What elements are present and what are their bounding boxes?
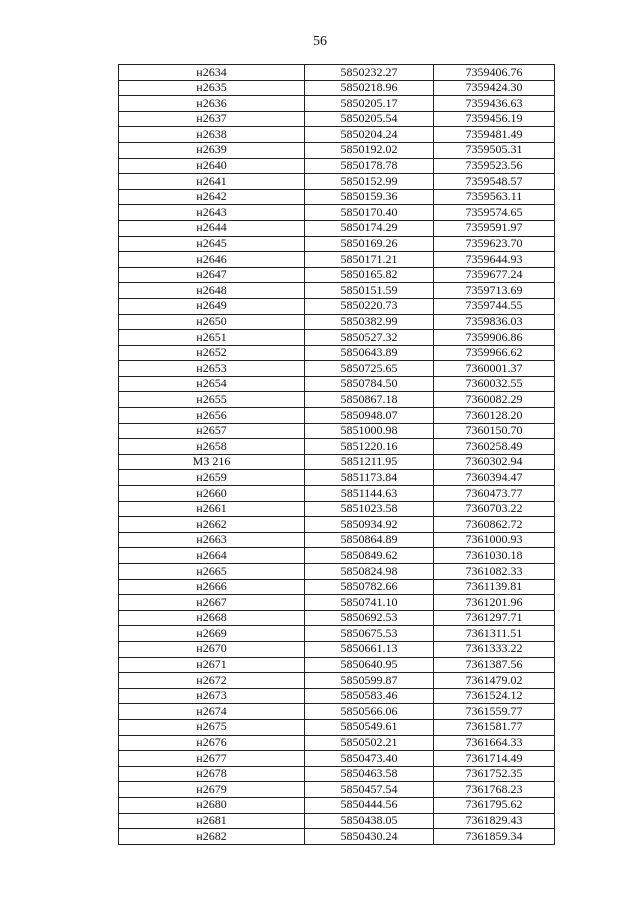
y-coordinate-cell: 7361297.71 [434,610,555,626]
table-row [119,641,555,657]
point-name-cell: н2680 [119,797,305,813]
point-name-cell: н2677 [119,751,305,767]
table-row [119,142,555,158]
y-coordinate-cell: 7360128.20 [434,408,555,424]
point-name-cell: н2654 [119,376,305,392]
table-row [119,735,555,751]
point-name-cell: н2673 [119,688,305,704]
y-coordinate-cell: 7361581.77 [434,719,555,735]
point-name-cell: н2637 [119,111,305,127]
x-coordinate-cell: 5850948.07 [305,408,434,424]
point-name-cell: н2638 [119,127,305,143]
y-coordinate-cell: 7360862.72 [434,517,555,533]
y-coordinate-cell: 7359591.97 [434,220,555,236]
point-name-cell: н2644 [119,220,305,236]
table-row [119,439,555,455]
point-name-cell: н2671 [119,657,305,673]
y-coordinate-cell: 7359523.56 [434,158,555,174]
table-row [119,595,555,611]
coordinates-table-body [119,65,555,845]
table-row [119,657,555,673]
y-coordinate-cell: 7359644.93 [434,252,555,268]
table-row [119,283,555,299]
x-coordinate-cell: 5850457.54 [305,782,434,798]
x-coordinate-cell: 5850692.53 [305,610,434,626]
x-coordinate-cell: 5850174.29 [305,220,434,236]
point-name-cell: н2651 [119,330,305,346]
point-name-cell: н2676 [119,735,305,751]
x-coordinate-cell: 5850192.02 [305,142,434,158]
table-row [119,392,555,408]
x-coordinate-cell: 5850232.27 [305,65,434,81]
x-coordinate-cell: 5850218.96 [305,80,434,96]
point-name-cell: н2662 [119,517,305,533]
point-name-cell: н2660 [119,486,305,502]
point-name-cell: н2667 [119,595,305,611]
x-coordinate-cell: 5850171.21 [305,252,434,268]
point-name-cell: н2656 [119,408,305,424]
x-coordinate-cell: 5850502.21 [305,735,434,751]
y-coordinate-cell: 7359744.55 [434,298,555,314]
table-row [119,688,555,704]
point-name-cell: н2663 [119,532,305,548]
y-coordinate-cell: 7361829.43 [434,813,555,829]
y-coordinate-cell: 7361559.77 [434,704,555,720]
table-row [119,797,555,813]
y-coordinate-cell: 7360703.22 [434,501,555,517]
point-name-cell: н2681 [119,813,305,829]
table-row [119,782,555,798]
x-coordinate-cell: 5850151.59 [305,283,434,299]
table-row [119,454,555,470]
table-row [119,813,555,829]
table-row [119,361,555,377]
x-coordinate-cell: 5851211.95 [305,454,434,470]
x-coordinate-cell: 5851023.58 [305,501,434,517]
x-coordinate-cell: 5850725.65 [305,361,434,377]
table-row [119,174,555,190]
x-coordinate-cell: 5850152.99 [305,174,434,190]
point-name-cell: н2657 [119,423,305,439]
point-name-cell: н2670 [119,641,305,657]
x-coordinate-cell: 5850178.78 [305,158,434,174]
point-name-cell: н2652 [119,345,305,361]
y-coordinate-cell: 7359677.24 [434,267,555,283]
x-coordinate-cell: 5850382.99 [305,314,434,330]
page-number: 56 [313,34,327,49]
x-coordinate-cell: 5850864.89 [305,532,434,548]
y-coordinate-cell: 7360150.70 [434,423,555,439]
table-row [119,252,555,268]
x-coordinate-cell: 5850784.50 [305,376,434,392]
x-coordinate-cell: 5850159.36 [305,189,434,205]
y-coordinate-cell: 7361139.81 [434,579,555,595]
table-row [119,330,555,346]
x-coordinate-cell: 5850849.62 [305,548,434,564]
y-coordinate-cell: 7359548.57 [434,174,555,190]
point-name-cell: н2665 [119,564,305,580]
point-name-cell: н2659 [119,470,305,486]
point-name-cell: н2664 [119,548,305,564]
y-coordinate-cell: 7361082.33 [434,564,555,580]
table-row [119,626,555,642]
x-coordinate-cell: 5850566.06 [305,704,434,720]
y-coordinate-cell: 7361859.34 [434,829,555,845]
point-name-cell: н2678 [119,766,305,782]
point-name-cell: н2655 [119,392,305,408]
point-name-cell: н2643 [119,205,305,221]
point-name-cell: н2646 [119,252,305,268]
x-coordinate-cell: 5850473.40 [305,751,434,767]
table-row [119,111,555,127]
table-row [119,517,555,533]
x-coordinate-cell: 5851144.63 [305,486,434,502]
x-coordinate-cell: 5850661.13 [305,641,434,657]
table-row [119,532,555,548]
x-coordinate-cell: 5850170.40 [305,205,434,221]
coordinates-table [118,64,555,845]
point-name-cell: н2640 [119,158,305,174]
x-coordinate-cell: 5850205.54 [305,111,434,127]
point-name-cell: н2682 [119,829,305,845]
table-row [119,673,555,689]
y-coordinate-cell: 7359563.11 [434,189,555,205]
table-row [119,205,555,221]
point-name-cell: н2669 [119,626,305,642]
x-coordinate-cell: 5850599.87 [305,673,434,689]
point-name-cell: н2661 [119,501,305,517]
table-row [119,80,555,96]
table-row [119,579,555,595]
table-row [119,610,555,626]
y-coordinate-cell: 7361201.96 [434,595,555,611]
table-row [119,96,555,112]
x-coordinate-cell: 5850640.95 [305,657,434,673]
x-coordinate-cell: 5850205.17 [305,96,434,112]
table-row [119,766,555,782]
point-name-cell: н2668 [119,610,305,626]
table-row [119,564,555,580]
table-row [119,751,555,767]
point-name-cell: н2648 [119,283,305,299]
x-coordinate-cell: 5850824.98 [305,564,434,580]
point-name-cell: н2642 [119,189,305,205]
y-coordinate-cell: 7359623.70 [434,236,555,252]
point-name-cell: н2635 [119,80,305,96]
point-name-cell: н2653 [119,361,305,377]
x-coordinate-cell: 5850444.56 [305,797,434,813]
x-coordinate-cell: 5850430.24 [305,829,434,845]
y-coordinate-cell: 7361333.22 [434,641,555,657]
table-row [119,236,555,252]
point-name-cell: н2634 [119,65,305,81]
table-row [119,267,555,283]
y-coordinate-cell: 7359906.86 [434,330,555,346]
y-coordinate-cell: 7361714.49 [434,751,555,767]
point-name-cell: н2649 [119,298,305,314]
y-coordinate-cell: 7360258.49 [434,439,555,455]
table-row [119,298,555,314]
table-row [119,408,555,424]
table-row [119,704,555,720]
y-coordinate-cell: 7359456.19 [434,111,555,127]
table-row [119,158,555,174]
y-coordinate-cell: 7361768.23 [434,782,555,798]
x-coordinate-cell: 5850165.82 [305,267,434,283]
table-row [119,376,555,392]
table-row [119,470,555,486]
table-row [119,829,555,845]
y-coordinate-cell: 7361795.62 [434,797,555,813]
x-coordinate-cell: 5851173.84 [305,470,434,486]
point-name-cell: н2675 [119,719,305,735]
point-name-cell: МЗ 216 [119,454,305,470]
table-row [119,719,555,735]
y-coordinate-cell: 7359505.31 [434,142,555,158]
x-coordinate-cell: 5850204.24 [305,127,434,143]
table-row [119,127,555,143]
y-coordinate-cell: 7361752.35 [434,766,555,782]
y-coordinate-cell: 7361479.02 [434,673,555,689]
x-coordinate-cell: 5850220.73 [305,298,434,314]
x-coordinate-cell: 5850549.61 [305,719,434,735]
x-coordinate-cell: 5850463.58 [305,766,434,782]
y-coordinate-cell: 7361387.56 [434,657,555,673]
x-coordinate-cell: 5850934.92 [305,517,434,533]
y-coordinate-cell: 7361664.33 [434,735,555,751]
point-name-cell: н2639 [119,142,305,158]
y-coordinate-cell: 7361524.12 [434,688,555,704]
x-coordinate-cell: 5850527.32 [305,330,434,346]
x-coordinate-cell: 5851220.16 [305,439,434,455]
y-coordinate-cell: 7360394.47 [434,470,555,486]
table-row [119,189,555,205]
x-coordinate-cell: 5851000.98 [305,423,434,439]
y-coordinate-cell: 7360302.94 [434,454,555,470]
x-coordinate-cell: 5850169.26 [305,236,434,252]
y-coordinate-cell: 7360032.55 [434,376,555,392]
y-coordinate-cell: 7359481.49 [434,127,555,143]
table-row [119,486,555,502]
point-name-cell: н2650 [119,314,305,330]
x-coordinate-cell: 5850867.18 [305,392,434,408]
x-coordinate-cell: 5850643.89 [305,345,434,361]
table-row [119,314,555,330]
y-coordinate-cell: 7360001.37 [434,361,555,377]
y-coordinate-cell: 7359424.30 [434,80,555,96]
table-row [119,548,555,564]
x-coordinate-cell: 5850782.66 [305,579,434,595]
x-coordinate-cell: 5850583.46 [305,688,434,704]
point-name-cell: н2658 [119,439,305,455]
point-name-cell: н2641 [119,174,305,190]
y-coordinate-cell: 7360473.77 [434,486,555,502]
point-name-cell: н2672 [119,673,305,689]
point-name-cell: н2674 [119,704,305,720]
y-coordinate-cell: 7360082.29 [434,392,555,408]
y-coordinate-cell: 7359436.63 [434,96,555,112]
x-coordinate-cell: 5850675.53 [305,626,434,642]
y-coordinate-cell: 7359574.65 [434,205,555,221]
table-row [119,65,555,81]
point-name-cell: н2679 [119,782,305,798]
table-row [119,220,555,236]
y-coordinate-cell: 7361311.51 [434,626,555,642]
table-row [119,501,555,517]
x-coordinate-cell: 5850438.05 [305,813,434,829]
point-name-cell: н2645 [119,236,305,252]
y-coordinate-cell: 7361030.18 [434,548,555,564]
point-name-cell: н2647 [119,267,305,283]
y-coordinate-cell: 7359406.76 [434,65,555,81]
table-row [119,423,555,439]
y-coordinate-cell: 7359966.62 [434,345,555,361]
y-coordinate-cell: 7359836.03 [434,314,555,330]
x-coordinate-cell: 5850741.10 [305,595,434,611]
table-row [119,345,555,361]
y-coordinate-cell: 7361000.93 [434,532,555,548]
point-name-cell: н2666 [119,579,305,595]
y-coordinate-cell: 7359713.69 [434,283,555,299]
point-name-cell: н2636 [119,96,305,112]
